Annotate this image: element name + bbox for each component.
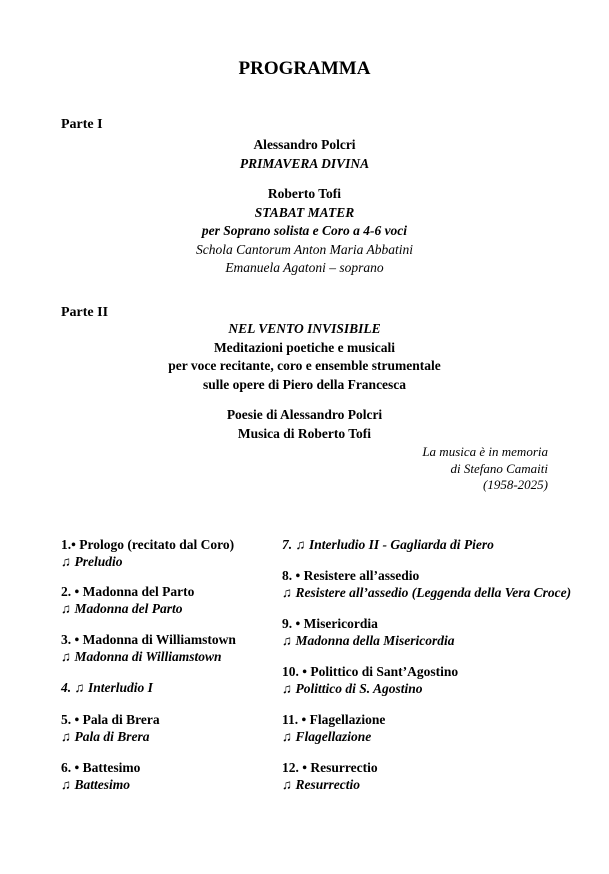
work-subtitle: Meditazioni poetiche e musicali — [213, 339, 396, 355]
item-title: 11. • Flagellazione — [282, 712, 386, 727]
item-music: ♫ Flagellazione — [282, 729, 372, 744]
page-title: PROGRAMMA — [238, 58, 371, 79]
memorial-note — [422, 444, 548, 494]
item-music: ♫ Resurrectio — [282, 777, 361, 792]
item-title: 7. ♫ Interludio II - Gagliarda di Piero — [282, 537, 494, 552]
program-item — [61, 759, 140, 793]
item-music: ♫ Madonna della Misericordia — [282, 633, 455, 648]
item-title: 6. • Battesimo — [61, 760, 141, 775]
item-music: ♫ Madonna di Williamstown — [61, 649, 222, 664]
work-subtitle: per voce recitante, coro e ensemble strumentale — [168, 358, 441, 373]
item-music: ♫ Resistere all’assedio (Leggenda della Vera Croce) — [282, 585, 572, 600]
work-subtitle: sulle opere di Piero della Francesca — [202, 376, 407, 392]
item-title: 1.• Prologo (recitato dal Coro) — [61, 537, 235, 552]
program-item — [282, 536, 494, 553]
memorial-line: di Stefano Camaiti — [450, 460, 548, 476]
part-1-label: Parte I — [61, 117, 103, 132]
item-music: ♫ Pala di Brera — [61, 729, 150, 744]
item-music: ♫ Madonna del Parto — [61, 601, 183, 616]
performer-line: Emanuela Agatoni – soprano — [225, 260, 384, 275]
item-title: 2. • Madonna del Parto — [61, 584, 195, 599]
memorial-line: La musica è in memoria — [422, 444, 548, 459]
credits-line: Musica di Roberto Tofi — [237, 425, 372, 441]
item-title: 8. • Resistere all’assedio — [282, 568, 420, 583]
item-title: 3. • Madonna di Williamstown — [61, 632, 236, 647]
item-title: 4. ♫ Interludio I — [61, 680, 153, 695]
item-music: ♫ Battesimo — [61, 777, 131, 792]
memorial-line: (1958-2025) — [483, 477, 548, 492]
work-title: STABAT MATER — [254, 204, 355, 220]
item-title: 10. • Polittico di Sant’Agostino — [282, 664, 459, 679]
work-subtitle: per Soprano solista e Coro a 4-6 voci — [201, 223, 408, 238]
performer-line: Schola Cantorum Anton Maria Abbatini — [195, 241, 413, 257]
part-2-block — [0, 320, 609, 443]
item-title: 12. • Resurrectio — [282, 760, 378, 775]
program-item — [61, 583, 194, 617]
credits-line: Poesie di Alessandro Polcri — [226, 407, 383, 422]
program-item — [61, 711, 160, 745]
program-item — [61, 536, 234, 570]
program-item — [61, 631, 236, 665]
program-item — [282, 759, 378, 793]
program-item — [282, 711, 385, 745]
program-item — [282, 567, 571, 601]
item-title: 9. • Misericordia — [282, 616, 378, 631]
work-title: PRIMAVERA DIVINA — [239, 155, 370, 171]
item-music: ♫ Polittico di S. Agostino — [282, 681, 423, 696]
composer-name: Alessandro Polcri — [253, 137, 356, 152]
item-title: 5. • Pala di Brera — [61, 712, 160, 727]
composer-name: Roberto Tofi — [267, 186, 342, 201]
program-item — [61, 679, 153, 696]
part-1-block — [0, 136, 609, 278]
program-item — [282, 615, 455, 649]
work-title: NEL VENTO INVISIBILE — [228, 321, 381, 336]
part-2-label: Parte II — [61, 305, 109, 320]
item-music: ♫ Preludio — [61, 554, 123, 569]
program-item — [282, 663, 458, 697]
